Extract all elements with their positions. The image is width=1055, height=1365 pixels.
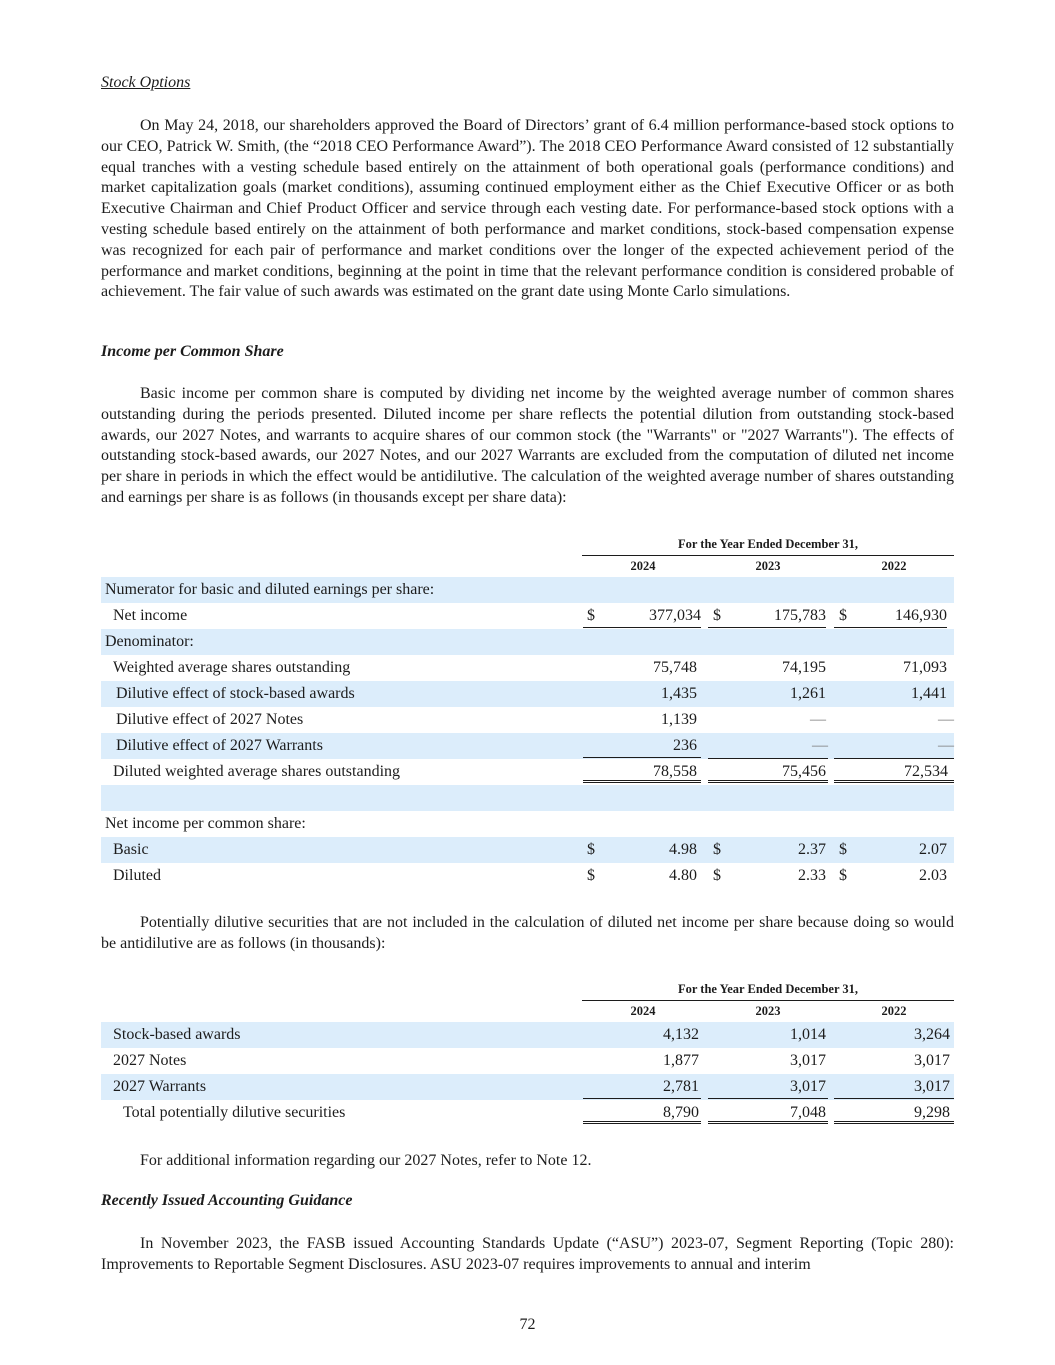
cell-2023: 2.33 — [798, 867, 826, 884]
eps-year-2022: 2022 — [834, 559, 954, 578]
cell-2023: 1,261 — [790, 685, 826, 702]
eps-year-2023: 2023 — [708, 559, 828, 578]
per-share-label: Net income per common share: — [105, 815, 306, 832]
row-label: Diluted — [113, 867, 161, 884]
stock-options-paragraph: On May 24, 2018, our shareholders approved the Board of Directors’ grant of 6.4 million performance-based stock options to our CEO, Patrick W. Smith, (the “2018 CEO Performance Award”). The 2018 CEO Performance Award consisted of 12 substantially equal tranches with a vesting schedule based entirely on the attainment of both operational goals (performance conditions) and market capitalization goals (market conditions), assuming continued employment either as the Chief Executive Officer or as both Executive Chairman and Chief Product Officer and service through each vesting date. For performance-based stock options with a vesting schedule based entirely on the attainment of both performance and market conditions, stock-based compensation expense was recognized for each pair of performance and market conditions over the longer of the expected achievement period of the performance and market conditions, beginning at the point in time that the relevant performance condition is considered probable of achievement. The fair value of such awards was estimated on the grant date using Monte Carlo simulations. — [101, 117, 954, 301]
row-label: Weighted average shares outstanding — [113, 659, 351, 676]
cell-2023: 7,048 — [708, 1100, 828, 1124]
table-row — [101, 707, 954, 733]
table-row — [101, 1022, 954, 1048]
row-label: Net income — [113, 607, 188, 624]
currency-symbol: $ — [713, 867, 721, 884]
income-per-share-paragraph: Basic income per common share is computed by dividing net income by the weighted average number of common shares outstanding during the periods presented. Diluted income per share reflects the potential dilution from outstanding stock-based awards, our 2027 Notes, and warrants to acquire shares of our common stock (the "Warrants" or "2027 Warrants"). The effects of outstanding stock-based awards, our 2027 Notes, and our 2027 Warrants are excluded from the computation of diluted net income per share in periods in which the effect would be antidilutive. The calculation of the weighted average number of shares outstanding and earnings per share is as follows (in thousands except per share data): — [101, 385, 954, 506]
currency-symbol: $ — [839, 867, 847, 884]
table-row — [101, 655, 954, 681]
row-label: Dilutive effect of 2027 Notes — [116, 711, 304, 728]
antidilutive-period-header: For the Year Ended December 31, — [582, 982, 954, 1001]
row-label: Stock-based awards — [113, 1026, 241, 1043]
row-label: Basic — [113, 841, 149, 858]
table-row — [101, 577, 954, 603]
cell-2023: 75,456 — [708, 759, 828, 783]
table-row — [101, 1048, 954, 1074]
cell-2023: 74,195 — [782, 659, 826, 676]
table-row-spacer — [101, 785, 954, 811]
table-row — [101, 759, 954, 785]
cell-2023: 3,017 — [708, 1074, 828, 1099]
row-label: Total potentially dilutive securities — [123, 1104, 346, 1121]
table-row — [101, 629, 954, 655]
anti-year-2024: 2024 — [583, 1004, 703, 1023]
cell-2022: 146,930 — [834, 603, 947, 630]
numerator-label: Numerator for basic and diluted earnings per share: — [105, 581, 435, 598]
cell-2023: — — [708, 733, 828, 759]
cell-2024: 4,132 — [663, 1026, 699, 1043]
currency-symbol: $ — [587, 841, 595, 858]
cell-2023: — — [810, 711, 826, 728]
cell-2024: 4.98 — [669, 841, 697, 858]
row-label: Dilutive effect of stock-based awards — [116, 685, 355, 702]
cell-2022: — — [834, 733, 954, 759]
recent-guidance-heading: Recently Issued Accounting Guidance — [101, 1192, 353, 1209]
cell-2022: — — [938, 711, 954, 728]
row-label: Diluted weighted average shares outstanding — [113, 763, 401, 780]
cell-2024: 4.80 — [669, 867, 697, 884]
currency-symbol: $ — [839, 841, 847, 858]
currency-symbol: $ — [713, 607, 721, 624]
table-row — [101, 837, 954, 863]
cell-2024: 1,435 — [661, 685, 697, 702]
cell-2022: 71,093 — [903, 659, 947, 676]
currency-symbol: $ — [839, 607, 847, 624]
recent-guidance-paragraph: In November 2023, the FASB issued Accounting Standards Update (“ASU”) 2023-07, Segment Reporting (Topic 280): Improvements to Reportable Segment Disclosures. ASU 2023-07 requires improvements to annual and interim — [101, 1235, 954, 1273]
denominator-label: Denominator: — [105, 633, 194, 650]
page-number: 72 — [519, 1316, 536, 1333]
cell-2022: 3,017 — [834, 1074, 954, 1099]
cell-2024: 377,034 — [583, 603, 701, 630]
cell-2022: 3,017 — [914, 1052, 950, 1069]
table-row — [101, 603, 954, 629]
cell-2023: 3,017 — [790, 1052, 826, 1069]
row-label: 2027 Warrants — [113, 1078, 207, 1095]
anti-year-2023: 2023 — [708, 1004, 828, 1023]
cell-2024: 1,877 — [663, 1052, 699, 1069]
row-label: Dilutive effect of 2027 Warrants — [116, 737, 323, 754]
anti-year-2022: 2022 — [834, 1004, 954, 1023]
note-reference: For additional information regarding our 2027 Notes, refer to Note 12. — [140, 1152, 592, 1169]
cell-2022: 1,441 — [911, 685, 947, 702]
cell-2022: 2.03 — [919, 867, 947, 884]
currency-symbol: $ — [587, 867, 595, 884]
cell-2023: 1,014 — [790, 1026, 826, 1043]
cell-2022: 9,298 — [834, 1100, 954, 1124]
stock-options-heading: Stock Options — [101, 74, 191, 91]
cell-2024: 236 — [583, 733, 701, 758]
antidilutive-paragraph: Potentially dilutive securities that are not included in the calculation of diluted net income per share because doing so would be antidilutive are as follows (in thousands): — [101, 914, 954, 952]
cell-2022: 72,534 — [834, 759, 954, 783]
table-row — [101, 681, 954, 707]
cell-2024: 75,748 — [653, 659, 697, 676]
cell-2022: 2.07 — [919, 841, 947, 858]
table-row — [101, 1100, 954, 1126]
cell-2023: 2.37 — [798, 841, 826, 858]
eps-table-period-header: For the Year Ended December 31, — [582, 537, 954, 556]
cell-2024: 78,558 — [583, 759, 701, 783]
cell-2024: 2,781 — [583, 1074, 701, 1099]
income-per-share-heading: Income per Common Share — [101, 343, 284, 360]
cell-2024: 8,790 — [583, 1100, 701, 1124]
eps-year-2024: 2024 — [583, 559, 703, 578]
cell-2024: 1,139 — [661, 711, 697, 728]
row-label: 2027 Notes — [113, 1052, 187, 1069]
currency-symbol: $ — [713, 841, 721, 858]
table-row — [101, 1074, 954, 1100]
table-row — [101, 733, 954, 759]
cell-2023: 175,783 — [708, 603, 826, 630]
table-row — [101, 811, 954, 837]
table-row — [101, 863, 954, 889]
currency-symbol: $ — [587, 607, 595, 624]
cell-2022: 3,264 — [914, 1026, 950, 1043]
